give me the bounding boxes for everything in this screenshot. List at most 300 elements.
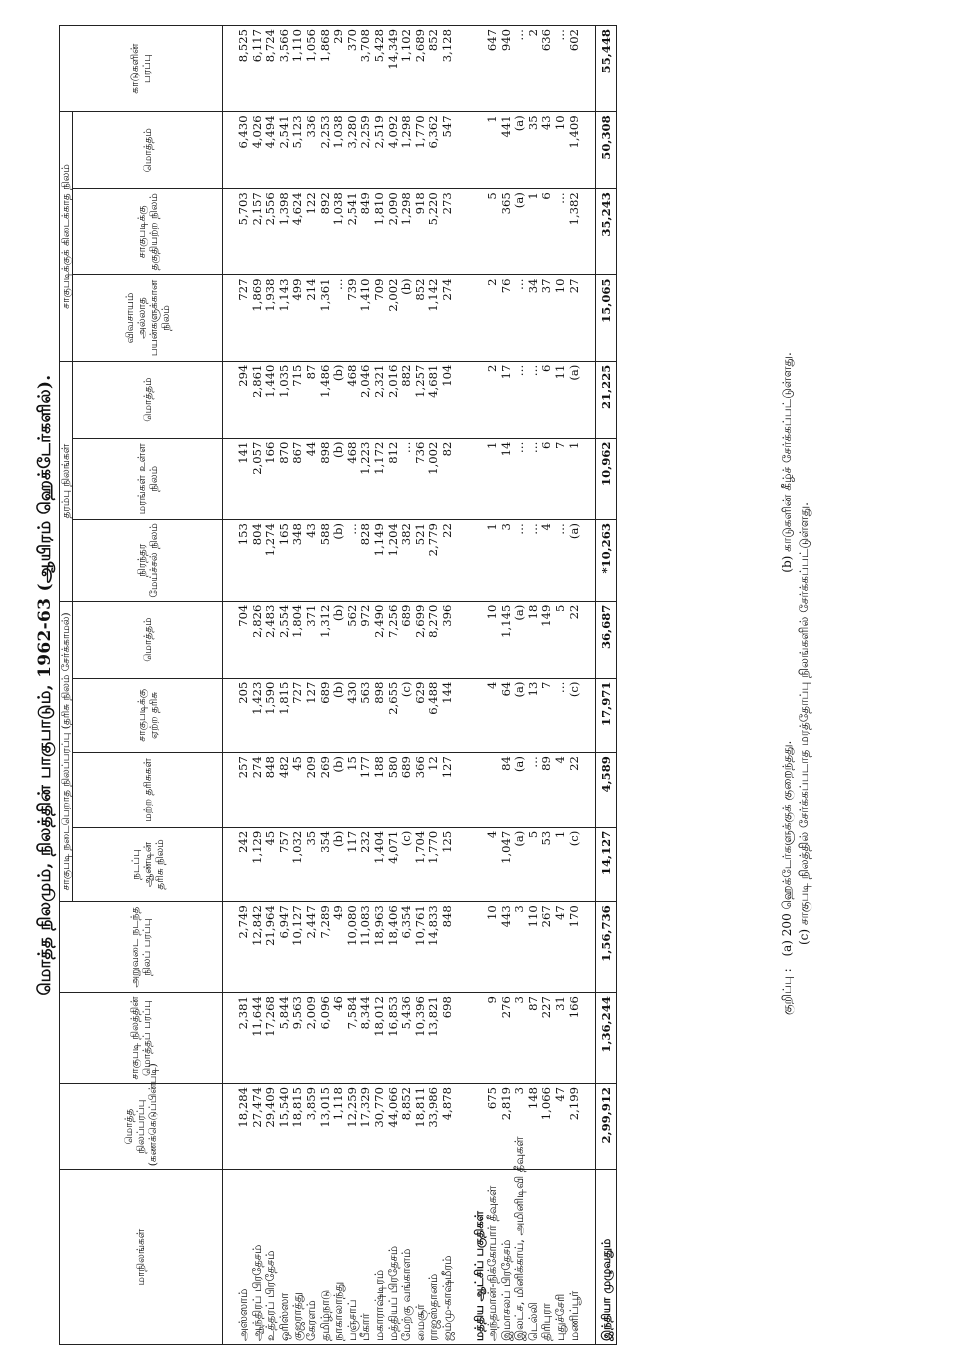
cell-value: 188 (373, 753, 387, 828)
cell-value: 141 (237, 438, 251, 520)
cell-value: 867 (291, 438, 305, 520)
group-empty-cell (469, 678, 487, 753)
spacer-cell (581, 902, 596, 993)
header-waste-permanent: நிரந்தர மேய்ச்சல் நிலம் (73, 520, 223, 602)
cell-value: 562 (346, 601, 360, 678)
cell-value: 11,644 (251, 993, 265, 1084)
cell-value: 11 (554, 361, 568, 438)
cell-value: 4,071 (387, 827, 401, 902)
cell-value: 44,066 (387, 1084, 401, 1170)
row-name: மேற்கு வங்காளம் (400, 1170, 414, 1345)
cell-value: 1 (486, 112, 500, 189)
cell-value: (b) (400, 275, 414, 361)
cell-value: … (554, 520, 568, 602)
cell-value: 18,284 (237, 1084, 251, 1170)
spacer-cell (455, 1170, 469, 1345)
cell-value: 22 (568, 601, 582, 678)
cell-value: 2,554 (278, 601, 292, 678)
table-row (527, 26, 541, 1345)
footnote-c: (c) சாகுபடி நிலத்தில் சேர்க்கப்படாத மரத்தோப்பு நிலங்களில் சேர்க்கப்பட்டுள்ளது. (797, 502, 811, 945)
cell-value: (c) (568, 827, 582, 902)
cell-value: 29,409 (264, 1084, 278, 1170)
cell-value: 1,804 (291, 601, 305, 678)
table-title: மொத்த நிலமும், நிலத்தின் பாகுபாடும், 1962-63 (ஆயிரம் ஹெக்டேர்களில்). (35, 374, 55, 996)
cell-value: 36,687 (596, 601, 617, 678)
row-name: ஒரிஸ்ஸா (278, 1170, 292, 1345)
cell-value: 177 (359, 753, 373, 828)
cell-value: 4 (486, 827, 500, 902)
cell-value: … (513, 275, 527, 361)
cell-value: 1,047 (500, 827, 514, 902)
cell-value: 12,842 (251, 902, 265, 993)
header-waste-total: மொத்தம் (73, 361, 223, 438)
cell-value: 2,259 (359, 112, 373, 189)
table-row (554, 26, 568, 1345)
cell-value: 5 (486, 189, 500, 275)
group-empty-cell (469, 601, 487, 678)
header-cultivated-total: சாகுபடி நிலத்தின் மொத்தப் பரப்பு (60, 993, 223, 1084)
cell-value: … (527, 361, 541, 438)
cell-value: 6 (540, 361, 554, 438)
row-name: ராஜஸ்தானம் (427, 1170, 441, 1345)
cell-value: 227 (540, 993, 554, 1084)
cell-value: 828 (359, 520, 373, 602)
table-row (568, 26, 582, 1345)
cell-value: 1 (486, 438, 500, 520)
row-name: இலட்ச, மினிக்காய், அமினிடிவி தீவுகள் (513, 1170, 527, 1345)
table-row (596, 26, 617, 1345)
cell-value: 35,243 (596, 189, 617, 275)
cell-value: 1,129 (251, 827, 265, 902)
cell-value: 34 (527, 275, 541, 361)
cell-value: 10 (554, 112, 568, 189)
cell-value: (c) (400, 678, 414, 753)
spacer-cell (455, 678, 469, 753)
cell-value: 30,770 (373, 1084, 387, 1170)
cell-value: 1,142 (427, 275, 441, 361)
cell-value: 5,123 (291, 112, 305, 189)
cell-value: (c) (568, 678, 582, 753)
cell-value: … (554, 189, 568, 275)
cell-value: 1,298 (400, 112, 414, 189)
cell-value: 166 (264, 438, 278, 520)
cell-value: 5,844 (278, 993, 292, 1084)
cell-value: (b) (332, 601, 346, 678)
cell-value: 2 (527, 26, 541, 112)
cell-value: 3,280 (346, 112, 360, 189)
spacer-cell (455, 26, 469, 112)
cell-value: 4,878 (441, 1084, 455, 1170)
cell-value: 2,002 (387, 275, 401, 361)
cell-value: 1 (486, 520, 500, 602)
cell-value: 37 (540, 275, 554, 361)
cell-value: 17,268 (264, 993, 278, 1084)
cell-value: 2,541 (278, 112, 292, 189)
cell-value: 2,016 (387, 361, 401, 438)
spacer-cell (581, 275, 596, 361)
cell-value: 43 (540, 112, 554, 189)
spacer-cell (581, 601, 596, 678)
row-name: ஆந்திரப் பிரதேசம் (251, 1170, 265, 1345)
cell-value: 2,541 (346, 189, 360, 275)
cell-value: (a) (513, 189, 527, 275)
cell-value: 2,253 (319, 112, 333, 189)
cell-value: 441 (500, 112, 514, 189)
cell-value: 1,118 (332, 1084, 346, 1170)
cell-value: 1,223 (359, 438, 373, 520)
cell-value: 1,038 (332, 112, 346, 189)
cell-value: 127 (441, 753, 455, 828)
footnote-b: (b) காடுகளின் கீழ்ச் சேர்க்கப்பட்டுள்ளது. (780, 352, 794, 573)
cell-value: (b) (332, 438, 346, 520)
cell-value: 2,447 (305, 902, 319, 993)
spacer-cell (581, 1170, 596, 1345)
cell-value: 1,149 (373, 520, 387, 602)
cell-value: 1,102 (400, 26, 414, 112)
spacer-cell (581, 678, 596, 753)
cell-value: 382 (400, 520, 414, 602)
cell-value: … (554, 26, 568, 112)
row-name: அந்தமான்-நிக்கோபார் தீவுகள் (486, 1170, 500, 1345)
cell-value: 468 (346, 361, 360, 438)
spacer-cell (223, 361, 238, 438)
header-fallow-group: சாகுபடி நடைபெறாத நிலப்பரப்பு (தரிசு நிலம் சேர்க்காமல்) (60, 601, 73, 902)
header-fallow-total: மொத்தம் (73, 601, 223, 678)
cell-value: … (400, 438, 414, 520)
cell-value: … (346, 520, 360, 602)
cell-value: 704 (237, 601, 251, 678)
cell-value: 2,699 (414, 601, 428, 678)
cell-value: 2,009 (305, 993, 319, 1084)
cell-value: 1,204 (387, 520, 401, 602)
cell-value: 44 (305, 438, 319, 520)
spacer-cell (223, 827, 238, 902)
header-fallow-culturable: சாகுபடிக்கு ஏற்ற தரிசு (73, 678, 223, 753)
cell-value: 698 (441, 993, 455, 1084)
cell-value: … (554, 678, 568, 753)
cell-value: 64 (500, 678, 514, 753)
cell-value: 715 (291, 361, 305, 438)
spacer-cell (455, 275, 469, 361)
cell-value: 348 (291, 520, 305, 602)
cell-value: 13 (527, 678, 541, 753)
cell-value: 365 (500, 189, 514, 275)
cell-value: 46 (332, 993, 346, 1084)
table-row (427, 26, 441, 1345)
cell-value: 89 (540, 753, 554, 828)
spacer-cell (581, 189, 596, 275)
cell-value: 8,344 (359, 993, 373, 1084)
cell-value: 4,681 (427, 361, 441, 438)
cell-value: 521 (414, 520, 428, 602)
cell-value: 2,199 (568, 1084, 582, 1170)
cell-value: 15 (346, 753, 360, 828)
spacer-cell (223, 26, 238, 112)
group-empty-cell (469, 1084, 487, 1170)
cell-value: 3,566 (278, 26, 292, 112)
cell-value: 1,110 (291, 26, 305, 112)
cell-value: 232 (359, 827, 373, 902)
cell-value: 1,810 (373, 189, 387, 275)
cell-value: 17,329 (359, 1084, 373, 1170)
row-name: உத்தரப் பிரதேசம் (264, 1170, 278, 1345)
cell-value: 50,308 (596, 112, 617, 189)
cell-value: 3 (500, 520, 514, 602)
cell-value: 849 (359, 189, 373, 275)
cell-value: 5 (554, 601, 568, 678)
cell-value: 636 (540, 26, 554, 112)
cell-value: 242 (237, 827, 251, 902)
header-unavail-barren: சாகுபடிக்கு தகுதியற்ற நிலம் (73, 189, 223, 275)
cell-value: 18 (527, 601, 541, 678)
cell-value: 1,274 (264, 520, 278, 602)
spacer-cell (581, 753, 596, 828)
cell-value: 1,298 (400, 189, 414, 275)
cell-value: 294 (237, 361, 251, 438)
cell-value: 209 (305, 753, 319, 828)
cell-value: 1,056 (305, 26, 319, 112)
ut-group-label: மத்திய ஆட்சிப் பகுதிகள் (469, 1170, 487, 1345)
cell-value: 2,655 (387, 678, 401, 753)
cell-value: 82 (441, 438, 455, 520)
cell-value: 1,172 (373, 438, 387, 520)
cell-value: 274 (441, 275, 455, 361)
spacer-cell (581, 26, 596, 112)
group-empty-cell (469, 189, 487, 275)
row-name: தமிழ்நாடு (319, 1170, 333, 1345)
cell-value: … (513, 438, 527, 520)
table-row (441, 26, 455, 1345)
cell-value: 852 (427, 26, 441, 112)
cell-value: 1,410 (359, 275, 373, 361)
cell-value: 3,859 (305, 1084, 319, 1170)
row-name: குஜராத்து (291, 1170, 305, 1345)
cell-value: 1 (554, 827, 568, 902)
cell-value: 15,065 (596, 275, 617, 361)
table-row (414, 26, 428, 1345)
cell-value: 10,396 (414, 993, 428, 1084)
land-use-table (59, 25, 617, 1345)
cell-value: 443 (500, 902, 514, 993)
cell-value: 29 (332, 26, 346, 112)
cell-value: 1,423 (251, 678, 265, 753)
cell-value: 43 (305, 520, 319, 602)
cell-value: 2,689 (414, 26, 428, 112)
table-row (305, 26, 319, 1345)
cell-value: 430 (346, 678, 360, 753)
row-name: மைசூர் (414, 1170, 428, 1345)
cell-value: 27,474 (251, 1084, 265, 1170)
cell-value: 4 (486, 678, 500, 753)
cell-value: 689 (400, 753, 414, 828)
table-row (500, 26, 514, 1345)
cell-value: 76 (500, 275, 514, 361)
group-row (469, 26, 487, 1345)
cell-value: (a) (513, 827, 527, 902)
spacer-cell (581, 361, 596, 438)
row-name: மகாராஷ்டிரம் (373, 1170, 387, 1345)
cell-value: 1 (527, 189, 541, 275)
cell-value: 563 (359, 678, 373, 753)
spacer-cell (455, 361, 469, 438)
spacer-cell (455, 520, 469, 602)
cell-value: 2,321 (373, 361, 387, 438)
cell-value: … (513, 26, 527, 112)
spacer-cell (581, 520, 596, 602)
cell-value: 1,36,244 (596, 993, 617, 1084)
table-row (486, 26, 500, 1345)
cell-value: 1 (568, 438, 582, 520)
cell-value: 739 (346, 275, 360, 361)
group-empty-cell (469, 26, 487, 112)
cell-value: 10,761 (414, 902, 428, 993)
row-name: புதுச்சேரி (554, 1170, 568, 1345)
cell-value: 45 (291, 753, 305, 828)
cell-value: 2,556 (264, 189, 278, 275)
group-empty-cell (469, 112, 487, 189)
cell-value: 14 (500, 438, 514, 520)
cell-value: 84 (500, 753, 514, 828)
spacer-cell (223, 520, 238, 602)
header-states: மாநிலங்கள் (60, 1170, 223, 1345)
cell-value: (b) (332, 753, 346, 828)
cell-value: 1,56,736 (596, 902, 617, 993)
cell-value: 3 (513, 1084, 527, 1170)
spacer-cell (223, 993, 238, 1084)
table-row (346, 26, 360, 1345)
cell-value: 354 (319, 827, 333, 902)
cell-value: 9,563 (291, 993, 305, 1084)
cell-value: 6,362 (427, 112, 441, 189)
spacer-cell (455, 993, 469, 1084)
group-empty-cell (469, 753, 487, 828)
row-name: டெல்லி (527, 1170, 541, 1345)
cell-value: 273 (441, 189, 455, 275)
cell-value: 6,488 (427, 678, 441, 753)
rotated-sheet (35, 25, 915, 1345)
spacer-cell (223, 601, 238, 678)
spacer-cell (455, 753, 469, 828)
table-row (373, 26, 387, 1345)
cell-value: 87 (527, 993, 541, 1084)
cell-value: 45 (264, 827, 278, 902)
cell-value: 274 (251, 753, 265, 828)
cell-value: 898 (319, 438, 333, 520)
header-unavailable-group: சாகுபடிக்குக் கிடைக்காத நிலம் (60, 112, 73, 361)
table-body (223, 26, 617, 1345)
cell-value: 482 (278, 753, 292, 828)
cell-value: 16,853 (387, 993, 401, 1084)
cell-value: … (527, 438, 541, 520)
cell-value: 757 (278, 827, 292, 902)
cell-value: 882 (400, 361, 414, 438)
cell-value (486, 753, 500, 828)
cell-value: 2,157 (251, 189, 265, 275)
cell-value: 18,963 (373, 902, 387, 993)
cell-value: 5 (527, 827, 541, 902)
group-empty-cell (469, 438, 487, 520)
cell-value: 1,382 (568, 189, 582, 275)
cell-value: (a) (513, 753, 527, 828)
cell-value: 3 (513, 993, 527, 1084)
cell-value: 276 (500, 993, 514, 1084)
cell-value: (a) (568, 520, 582, 602)
cell-value: 5,220 (427, 189, 441, 275)
header-waste-group: தரம்பு நிலங்கள் (60, 361, 73, 601)
spacer-row (455, 26, 469, 1345)
table-row (359, 26, 373, 1345)
cell-value: 267 (540, 902, 554, 993)
cell-value: 9 (486, 993, 500, 1084)
cell-value: 1,404 (373, 827, 387, 902)
cell-value: … (527, 520, 541, 602)
row-name: பீகார் (359, 1170, 373, 1345)
cell-value: 165 (278, 520, 292, 602)
cell-value: 647 (486, 26, 500, 112)
spacer-cell (455, 902, 469, 993)
cell-value: … (513, 520, 527, 602)
cell-value: 8,525 (237, 26, 251, 112)
cell-value: 7,584 (346, 993, 360, 1084)
cell-value: 1,440 (264, 361, 278, 438)
cell-value: 709 (373, 275, 387, 361)
row-name: நாகாலாந்து (332, 1170, 346, 1345)
cell-value: 2,861 (251, 361, 265, 438)
table-row (278, 26, 292, 1345)
cell-value: 4 (554, 753, 568, 828)
cell-value: 3 (513, 902, 527, 993)
spacer-cell (455, 438, 469, 520)
cell-value: 22 (441, 520, 455, 602)
cell-value: (c) (400, 827, 414, 902)
cell-value: 110 (527, 902, 541, 993)
cell-value: 2,779 (427, 520, 441, 602)
cell-value: 6,096 (319, 993, 333, 1084)
header-waste-tree: மரங்கள் உள்ள நிலம் (73, 438, 223, 520)
cell-value: 10,127 (291, 902, 305, 993)
cell-value: 4,026 (251, 112, 265, 189)
cell-value: 269 (319, 753, 333, 828)
cell-value: 153 (237, 520, 251, 602)
cell-value: 8,724 (264, 26, 278, 112)
cell-value: 892 (319, 189, 333, 275)
cell-value: 602 (568, 26, 582, 112)
cell-value: 13,015 (319, 1084, 333, 1170)
cell-value: 2,519 (373, 112, 387, 189)
cell-value: 6,354 (400, 902, 414, 993)
table-row (540, 26, 554, 1345)
cell-value: 1,770 (427, 827, 441, 902)
spacer-cell (223, 438, 238, 520)
cell-value: 11,083 (359, 902, 373, 993)
cell-value: 2,819 (500, 1084, 514, 1170)
row-name: திரிபுரா (540, 1170, 554, 1345)
cell-value: 580 (387, 753, 401, 828)
cell-value: 736 (414, 438, 428, 520)
cell-value: 2,057 (251, 438, 265, 520)
cell-value: 21,225 (596, 361, 617, 438)
cell-value: 1,066 (540, 1084, 554, 1170)
cell-value: (a) (513, 112, 527, 189)
footnote-label: குறிப்பு : (780, 968, 794, 1015)
cell-value: (a) (513, 678, 527, 753)
spacer-cell (223, 678, 238, 753)
cell-value: 2,749 (237, 902, 251, 993)
row-name: இந்தியா முழுவதும் (596, 1170, 617, 1345)
spacer-cell (223, 112, 238, 189)
cell-value: 4,589 (596, 753, 617, 828)
cell-value: 7,256 (387, 601, 401, 678)
